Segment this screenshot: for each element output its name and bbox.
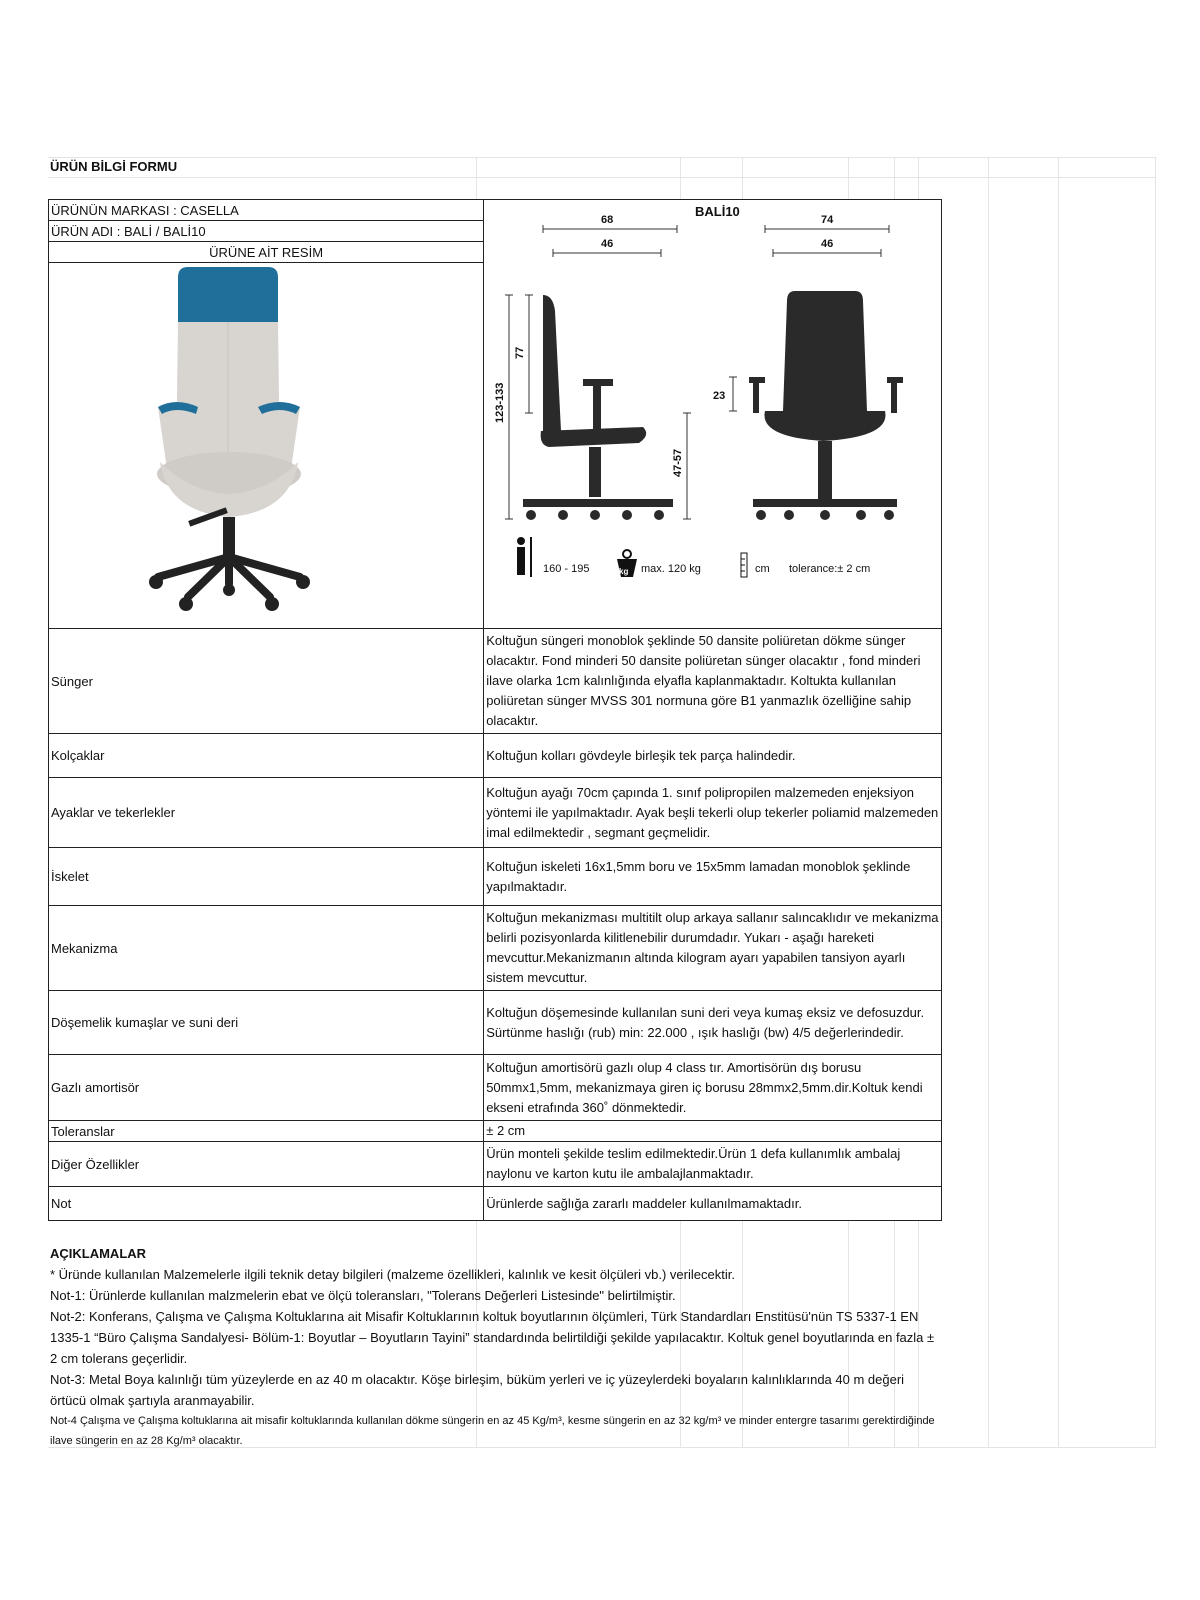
brand-cell: ÜRÜNÜN MARKASI : CASELLA — [49, 200, 484, 221]
row-label: Mekanizma — [49, 906, 484, 991]
row-value: Ürünlerde sağlığa zararlı maddeler kullanılmamaktadır. — [484, 1187, 942, 1221]
model-label: BALİ10 — [695, 204, 740, 219]
chair-photo — [48, 222, 482, 622]
row-label: Toleranslar — [49, 1121, 484, 1142]
notes-section — [50, 1243, 940, 1451]
row-value: Koltuğun amortisörü gazlı olup 4 class tır. Amortisörün dış borusu 50mmx1,5mm, mekanizmaya giren iç borusu 28mmx2,5mm.dir.Koltuk kendi ekseni etrafında 360˚ dönmektedir. — [484, 1055, 942, 1121]
dim-front-width-seat: 46 — [821, 238, 834, 250]
dim-arm-height: 23 — [713, 390, 726, 402]
user-height-range: 160 - 195 — [543, 563, 590, 575]
dim-side-width-top: 68 — [601, 214, 614, 226]
note-item: Not-4 Çalışma ve Çalışma koltuklarına ait misafir koltuklarında kullanılan dökme süngerin en az 45 Kg/m³, kesme süngerin en az 32 kg/m³ ve minder entergre tasarımı gerektirdiğinde ilave süngerin en az 28 Kg/m³ olacaktır. — [50, 1415, 935, 1447]
row-label: Döşemelik kumaşlar ve suni deri — [49, 991, 484, 1055]
image-title-cell: ÜRÜNE AİT RESİM — [49, 242, 484, 263]
dim-front-width-top: 74 — [821, 214, 834, 226]
tolerance-label: tolerance:± 2 cm — [789, 563, 871, 575]
row-value: Koltuğun süngeri monoblok şeklinde 50 dansite poliüretan dökme sünger olacaktır. Fond minderi 50 dansite poliüretan sünger olacaktır , fond minderi ilave olarka 1cm kalınlığında elyafla kaplanmaktadır. Koltukta kullanılan poliüretan sünger MVSS 301 normuna göre B1 yanmazlık özelliğine sahip olacaktır. — [484, 629, 942, 734]
weight-icon — [617, 550, 637, 577]
row-value: Koltuğun mekanizması multitilt olup arkaya sallanır salıncaklıdır ve mekanizma belirli pozisyonlarda kilitlenebilir durumdadır. Yukarı - aşağı hareketi mevcuttur.Mekanizmanın altında kilogram ayarı yapabilen tansiyon ayarlı sistem mevcuttur. — [484, 906, 942, 991]
row-label: Ayaklar ve tekerlekler — [49, 778, 484, 848]
grid-line — [988, 157, 989, 1448]
row-label: İskelet — [49, 848, 484, 906]
max-weight: max. 120 kg — [641, 563, 701, 575]
spreadsheet-sheet — [48, 157, 1156, 1448]
grid-line — [1058, 157, 1059, 1448]
row-label: Kolçaklar — [49, 734, 484, 778]
grid-line — [48, 157, 1156, 158]
row-value: Koltuğun iskeleti 16x1,5mm boru ve 15x5mm lamadan monoblok şeklinde yapılmaktadır. — [484, 848, 942, 906]
note-item: Not-3: Metal Boya kalınlığı tüm yüzeylerde en az 40 m olacaktır. Köşe birleşim, büküm yerleri ve iç yüzeylerdeki boyaların kalınlıklarında 40 m değeri örtücü olmak şartıyla aranmayabilir. — [50, 1372, 905, 1408]
row-value: Koltuğun kolları gövdeyle birleşik tek parça halindedir. — [484, 734, 942, 778]
row-label: Diğer Özellikler — [49, 1142, 484, 1187]
dim-seat-height: 47-57 — [672, 448, 684, 477]
row-label: Not — [49, 1187, 484, 1221]
unit-label: cm — [755, 563, 770, 575]
dim-total-height: 123-133 — [494, 382, 506, 423]
product-name-cell: ÜRÜN ADI : BALİ / BALİ10 — [49, 221, 484, 242]
dim-side-width-seat: 46 — [601, 238, 614, 250]
note-item: * Üründe kullanılan Malzemelerle ilgili teknik detay bilgileri (malzeme özellikleri, kalınlık ve kesit ölçüleri vb.) verilecektir. — [50, 1267, 735, 1282]
dim-back-height: 77 — [514, 346, 526, 359]
row-value: Ürün monteli şekilde teslim edilmektedir.Ürün 1 defa kullanımlık ambalaj naylonu ve karton kutu ile ambalajlanmaktadır. — [484, 1142, 942, 1187]
note-item: Not-1: Ürünlerde kullanılan malzmelerin ebat ve ölçü toleransları, "Tolerans Değerleri Listesinde" belirtilmiştir. — [50, 1288, 676, 1303]
grid-line — [48, 177, 1156, 178]
weight-icon-label: kg — [619, 567, 629, 576]
row-label: Sünger — [49, 629, 484, 734]
row-value: ± 2 cm — [484, 1121, 942, 1142]
row-label: Gazlı amortisör — [49, 1055, 484, 1121]
row-value: Koltuğun ayağı 70cm çapında 1. sınıf polipropilen malzemeden enjeksiyon yöntemi ile yapılmaktadır. Ayak beşli tekerli olup tekerler poliamid malzemeden imal edilmektedir , segmant geçmelidir. — [484, 778, 942, 848]
row-value: Koltuğun döşemesinde kullanılan suni deri veya kumaş eksiz ve defosuzdur. Sürtünme haslığı (rub) min: 22.000 , ışık haslığı (bw) 4/5 değerlerindedir. — [484, 991, 942, 1055]
grid-line — [1155, 157, 1156, 1448]
person-icon — [517, 537, 531, 577]
ruler-icon — [741, 553, 747, 577]
form-title: ÜRÜN BİLGİ FORMU — [50, 159, 178, 174]
notes-heading: AÇIKLAMALAR — [50, 1246, 147, 1261]
note-item: Not-2: Konferans, Çalışma ve Çalışma Koltuklarına ait Misafir Koltuklarının koltuk boyutlarının ölçümleri, Türk Standardları Enstitüsü'nün TS 5337-1 EN 1335-1 “Büro Çalışma Sandalyesi- Bölüm-1: Boyutlar – Boyutların Tayini” standardında belirtildiği şekilde yapılacaktır. Koltuk genel boyutlarında en fazla ± 2 cm tolerans geçerlidir. — [50, 1309, 935, 1366]
technical-drawing — [483, 201, 941, 629]
